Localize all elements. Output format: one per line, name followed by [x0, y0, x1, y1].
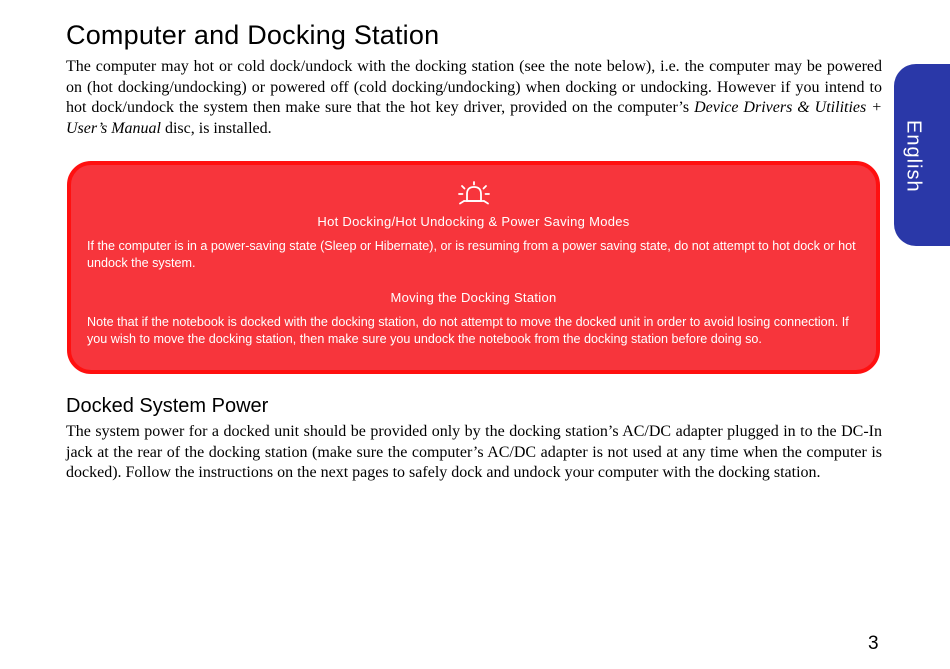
intro-text-part1: The computer may hot or cold dock/undock with the docking station (see the note below), i.e. the computer may be powered on (hot docking/undocking) or powered off (cold docking/undocking) when docking or undocking. However if you intend to hot dock/undock the system then make sure that the hot key driver, provided on the computer’s: [66, 58, 882, 116]
page-title: Computer and Docking Station: [66, 20, 440, 50]
intro-text-part2: disc, is installed.: [160, 119, 272, 137]
note-heading-hot-docking: Hot Docking/Hot Undocking & Power Saving Modes: [317, 214, 630, 229]
note-box: [67, 161, 880, 374]
note-text-moving: Note that if the notebook is docked with the docking station, do not attempt to move the docked unit in order to avoid losing connection. If you wish to move the docking station, then make sure you undock the notebook from the docking station before doing so.: [87, 315, 849, 346]
note-bell-icon: [456, 180, 492, 208]
page-number: 3: [868, 633, 879, 654]
intro-paragraph: [66, 57, 882, 139]
language-tab-label: English: [902, 119, 925, 193]
intro-italic-title: Device Drivers & Utilities + User’s Manual: [66, 99, 882, 137]
section-paragraph: The system power for a docked unit should be provided only by the docking station’s AC/DC adapter plugged in to the DC-In jack at the rear of the docking station (make sure the computer’s AC/DC adapter is not used at any time when the computer is docked). Follow the instructions on the next pages to safely dock and undock your computer with the docking station.: [66, 423, 882, 481]
section-heading: Docked System Power: [66, 395, 269, 417]
note-text-hot-docking: If the computer is in a power-saving state (Sleep or Hibernate), or is resuming from a power saving state, do not attempt to hot dock or hot undock the system.: [87, 239, 856, 270]
note-heading-moving: Moving the Docking Station: [390, 290, 557, 305]
